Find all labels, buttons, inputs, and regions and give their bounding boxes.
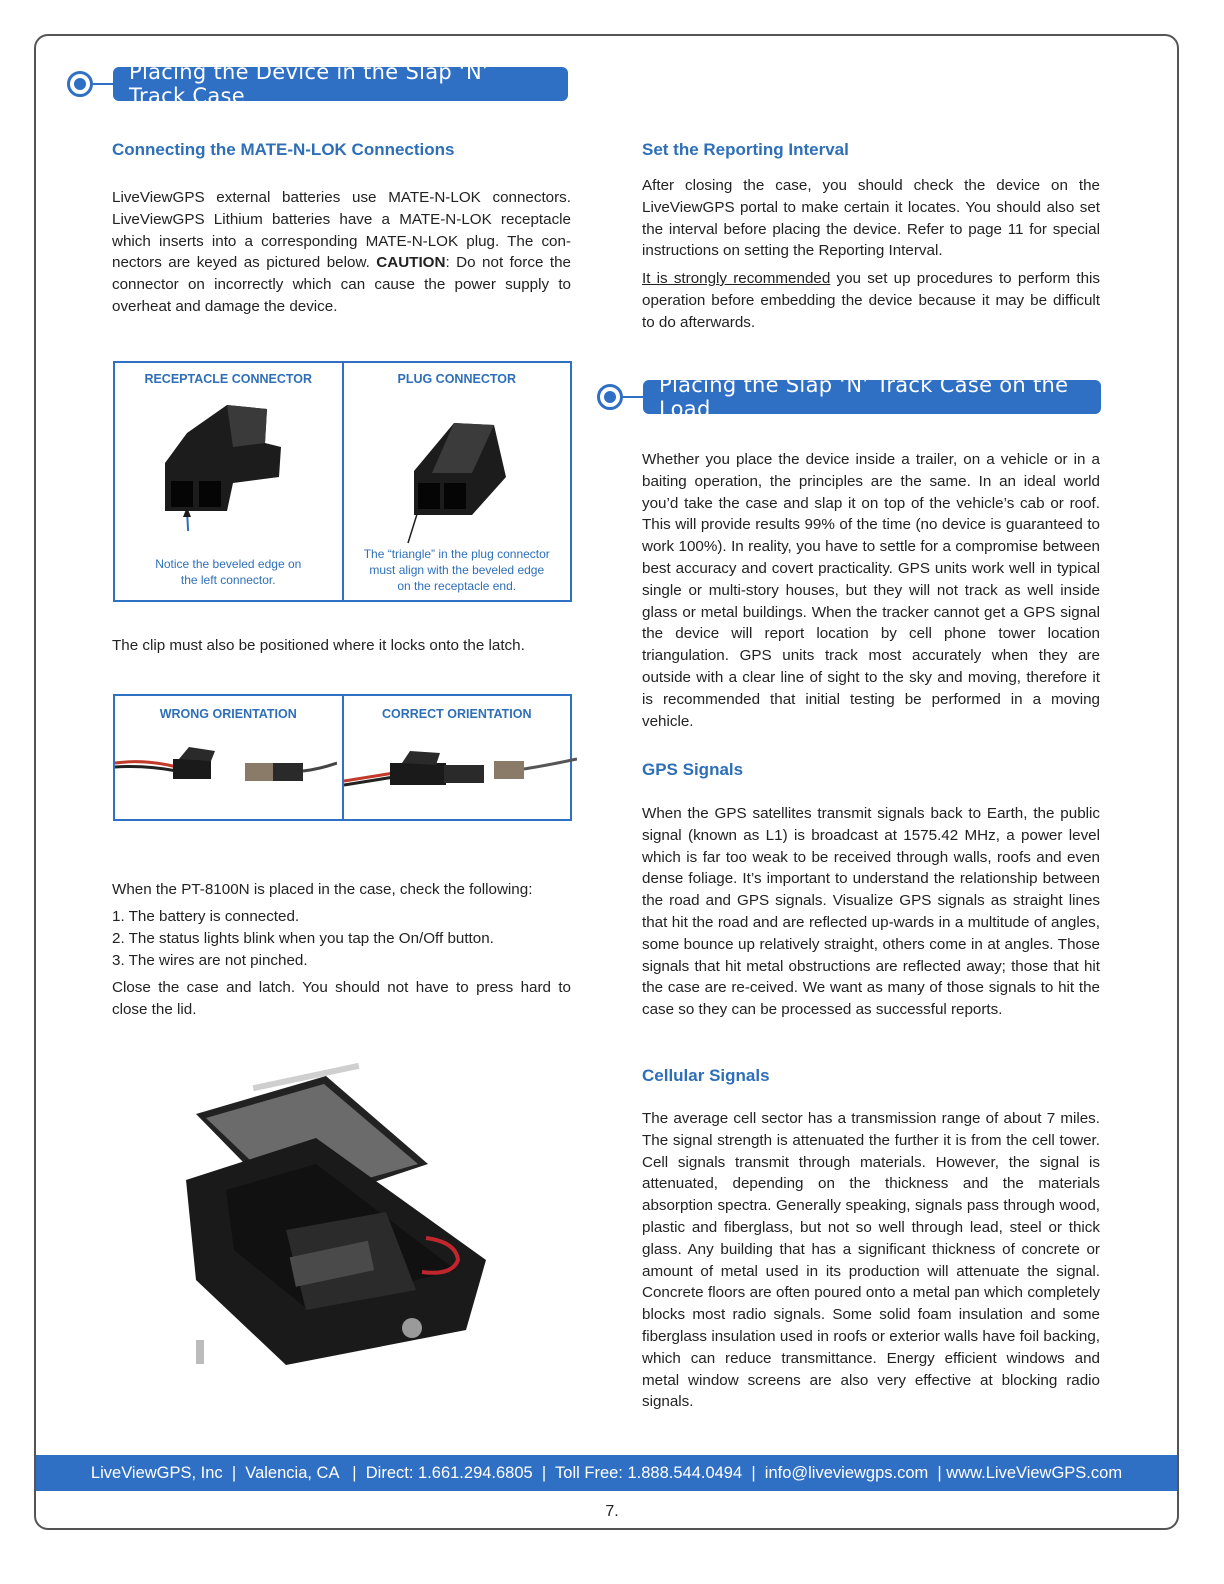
banner-title: Placing the Slap ‘N’ Track Case on the Load [643, 380, 1101, 414]
correct-orientation-image [344, 741, 577, 801]
load-paragraph: Whether you place the device inside a trailer, on a vehicle or in a baiting operation, the principles are the same. In an ideal world you’d take the case and slap it on top of the vehicle’s cab or roof. This will provide results 99% of the time (no device is guaranteed to work 100%). In reality, you have to settle for a compromise between best accuracy and covert practicality. GPS units work well in typical single or multi-story houses, but they will not track as well inside glass or metal buildings. When the tracker cannot get a GPS signal the device will report location by cell phone tower location triangulation. GPS units track most accurately when they are outside with a clear line of sight to the sky and moving, therefore it is recommended that initial testing be performed in a moving vehicle. [642, 451, 1100, 730]
wrong-orientation-header: WRONG ORIENTATION [159, 707, 297, 721]
checklist-item: 2. The status lights blink when you tap the On/Off button. [112, 929, 494, 947]
cellular-paragraph: The average cell sector has a transmission range of about 7 miles. The signal strength is attenuated the further it is from the cell tower. Cell signals transmit through materials. However, the signal is attenuated, depending on the thickness and the materials absorption spectra. Generally speaking, signals pass through wood, plastic and fiberglass, but not so well through lead, steel or thick glass. Any building that has a significant thickness of concrete or amount of metal used in its production will attenuate the signal. Concrete floors are often poured onto a metal pan which completely blocks most radio signals. Some solid foam insulation and some fiberglass insulation used in roofs or exterior walls have foil backing, which can reduce transmittance. Energy efficient windows and metal window screens are also very effective at blocking radio signals. [642, 1110, 1100, 1411]
bullet-icon [597, 384, 623, 410]
correct-orientation-header: CORRECT ORIENTATION [381, 707, 532, 721]
heading-reporting: Set the Reporting Interval [642, 140, 849, 159]
gps-paragraph: When the GPS satellites transmit signals back to Earth, the public signal (known as L1) is broadcast at 1575.42 MHz, a power level which is far too weak to be received through walls, roofs and even dense foliage. It’s important to understand the relationship between the road and GPS signals. Visualize GPS signals as straight lines that hit the road and are reflected up-wards in a multitude of angles, some bounce up relatively straight, others come in at angles. Those signals that hit metal obstructions are reflected away; those that hit the case are re-ceived. We want as many of those signals to hit the case so they can be processed as successful reports. [642, 805, 1100, 1019]
receptacle-connector-image [115, 391, 337, 531]
correct-orientation-panel [342, 696, 571, 819]
section-banner-placing-device [67, 60, 568, 108]
connecting-paragraph: LiveViewGPS external batteries use MATE-N-LOK connectors. LiveViewGPS Lithium batteries have a MATE-N-LOK receptacle which inserts into a corresponding MATE-N-LOK plug. The con-nectors are keyed as pictured below. CAUTION: Do not force the connector on incorrectly which can cause the power supply to overheat and damage the device. [112, 189, 571, 315]
checklist-item: 1. The battery is connected. [112, 908, 300, 925]
reporting-paragraph-1: After closing the case, you should check the device on the LiveViewGPS portal to make certain it locates. You should also set the interval before placing the device. Refer to page 11 for special instructions on setting the Reporting Interval. [642, 177, 1100, 260]
heading-gps-signals: GPS Signals [642, 760, 744, 779]
orientation-figure [113, 694, 572, 821]
checklist-intro: When the PT-8100N is placed in the case, check the following: [112, 881, 533, 898]
wrong-orientation-image [115, 741, 337, 801]
banner-title: Placing the Device in the Slap ‘N’ Track Case [113, 67, 568, 101]
bullet-icon [67, 71, 93, 97]
close-case-text: Close the case and latch. You should not have to press hard to close the lid. [112, 979, 571, 1018]
footer-contact-bar: LiveViewGPS, Inc | Valencia, CA | Direct: 1.661.294.6805 | Toll Free: 1.888.544.0494 | info@liveviewgps.com | www.LiveViewGPS.com [36, 1455, 1177, 1491]
clip-text: The clip must also be positioned where it locks onto the latch. [112, 637, 525, 654]
heading-cellular-signals: Cellular Signals [642, 1066, 770, 1085]
heading-connecting: Connecting the MATE-N-LOK Connections [112, 140, 455, 159]
plug-caption: The “triangle” in the plug connector must align with the beveled edge on the receptacle end. [363, 547, 550, 593]
wrong-orientation-panel [115, 696, 342, 819]
checklist-item: 3. The wires are not pinched. [112, 951, 308, 969]
section-banner-placing-case [597, 373, 1101, 421]
receptacle-panel [115, 363, 342, 600]
receptacle-caption: Notice the beveled edge on the left connector. [155, 557, 302, 587]
plug-panel [342, 363, 571, 600]
reporting-paragraph-2: It is strongly recommended you set up procedures to perform this operation before embedding the device because it may be difficult to do afterwards. [642, 270, 1100, 331]
case-photo [166, 1060, 506, 1380]
receptacle-header: RECEPTACLE CONNECTOR [144, 372, 313, 386]
checklist [112, 906, 582, 971]
connector-figure [113, 361, 572, 602]
page-number: 7. [605, 1503, 619, 1520]
plug-connector-image [344, 391, 577, 551]
plug-header: PLUG CONNECTOR [397, 372, 517, 386]
